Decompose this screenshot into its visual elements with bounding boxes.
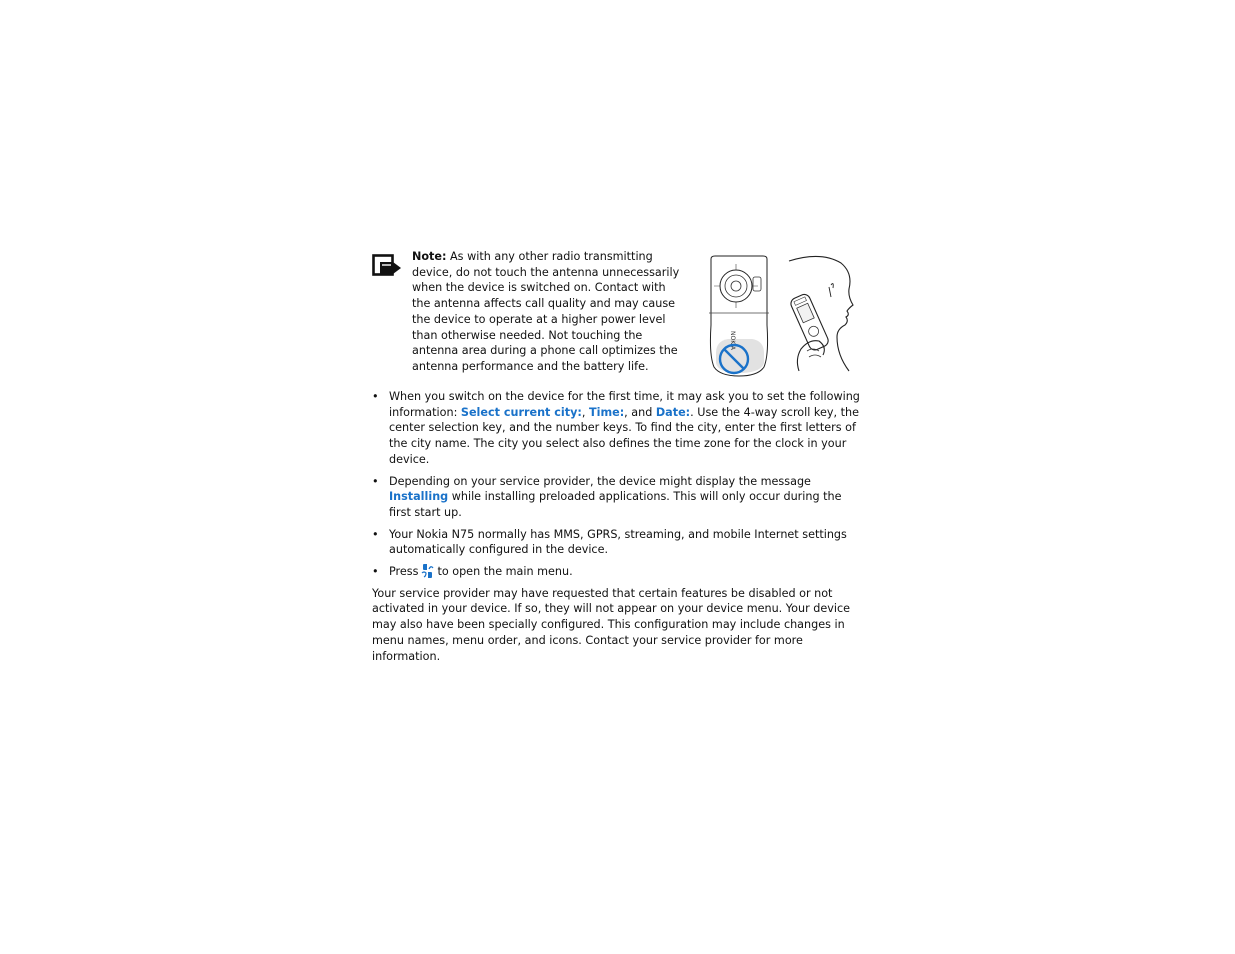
- list-item: • Press to open the main menu.: [372, 565, 573, 579]
- bullet-4-post: to open the main menu.: [437, 565, 573, 579]
- note-block: [372, 249, 864, 375]
- closing-paragraph: Your service provider may have requested that certain features be disabled or not activated in your device. If so, they will not appear on your device menu. Your device may also have been specially configured. This configuration may include changes in menu names, menu order, and icons. Contact your service provider for more information.: [372, 586, 850, 663]
- page-content: [372, 249, 864, 675]
- bullet-3-text: Your Nokia N75 normally has MMS, GPRS, streaming, and mobile Internet settings automatically configured in the device.: [389, 527, 847, 557]
- separator: , and: [624, 405, 656, 419]
- keyword-select-current-city: Select current city:: [460, 405, 582, 419]
- list-item: • When you switch on the device for the first time, it may ask you to set the following information: Select current city:, Time:, and Date:. Use the 4-way scroll key, the center selection key, and the number keys. To find the city, enter the first letters of the city name. The city you select also defines the time zone for the clock in your device.: [372, 390, 860, 466]
- note-label: Note:: [412, 250, 447, 263]
- person-on-phone-illustration: [787, 255, 857, 375]
- bullet-2-post: while installing preloaded applications. This will only occur during the first start up.: [389, 490, 842, 519]
- bullet-2-pre: Depending on your service provider, the device might display the message: [389, 474, 811, 488]
- bullet-4-pre: Press: [389, 565, 419, 579]
- bullet-list: [372, 389, 864, 580]
- keyword-date: Date:: [655, 405, 691, 419]
- svg-text:NOKIA: NOKIA: [729, 331, 736, 351]
- bullet-1-pre: When you switch on the device for the first time, it may ask you to set the following information:: [389, 390, 860, 419]
- bullet-1-post: . Use the 4-way scroll key, the center selection key, and the number keys. To find the city, enter the first letters of the city name. The city you select also defines the time zone for the clock in your device.: [389, 405, 859, 466]
- menu-key-icon: [421, 564, 434, 578]
- separator: ,: [581, 405, 589, 419]
- note-body: As with any other radio transmitting device, do not touch the antenna unnecessarily when the device is switched on. Contact with the antenna affects call quality and may cause the device to operate at a higher power level than otherwise needed. Not touching the antenna area during a phone call optimizes the antenna performance and the battery life.: [412, 250, 680, 373]
- keyword-installing: Installing: [389, 490, 449, 504]
- list-item: • Your Nokia N75 normally has MMS, GPRS, streaming, and mobile Internet settings automatically configured in the device.: [372, 527, 847, 557]
- list-item: • Depending on your service provider, the device might display the message Installing while installing preloaded applications. This will only occur during the first start up.: [372, 474, 842, 519]
- note-text: [412, 249, 680, 375]
- keyword-time: Time:: [588, 405, 625, 419]
- phone-back-illustration: [706, 255, 772, 379]
- note-icon: [372, 254, 402, 276]
